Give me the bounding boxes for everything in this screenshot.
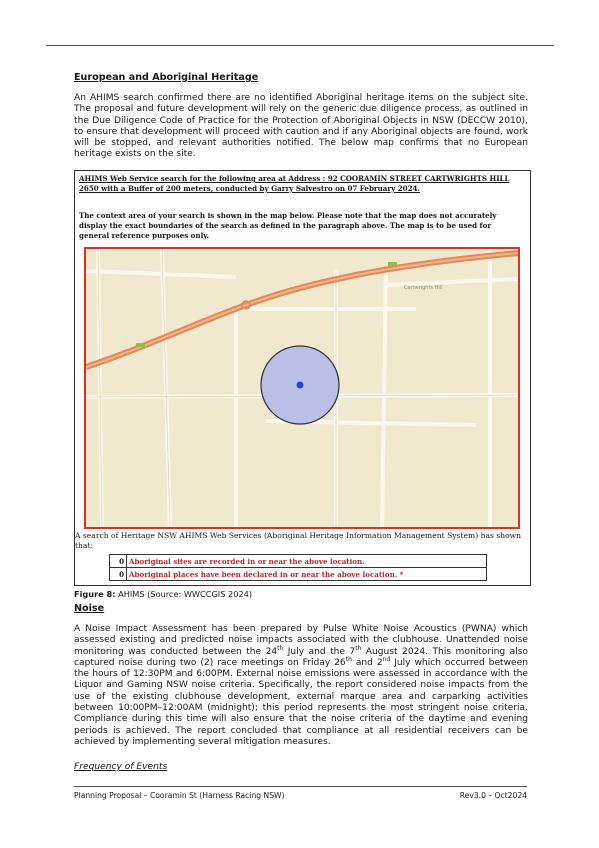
ahims-map xyxy=(84,247,520,529)
ordinal-suffix: nd xyxy=(382,655,391,663)
footer-title: Planning Proposal – Cooramin St (Harness Racing NSW) xyxy=(74,791,285,800)
ordinal-suffix: th xyxy=(355,644,362,652)
context-note: The context area of your search is shown in the map below. Please note that the map does not accurately display the exact boundaries of the search as defined in the paragraph above. The map is to be used for general reference purposes only. xyxy=(79,211,497,240)
result-intro: A search of Heritage NSW AHIMS Web Services (Aboriginal Heritage Information Management System) has shown that: xyxy=(75,531,522,550)
noise-text-5: July which occurred between the hours of 12:30PM and 6:00PM. External noise emissions were assessed in accordance with the Liquor and Gaming NSW noise criteria. Specifically, the report considered noise impacts from the use of the existing clubhouse development, external marque area and carparking activities between 10:00PM–12:00AM (midnight); this period represents the most stringent noise criteria. Compliance during this time will also ensure that the noise criteria of the daytime and evening periods is achieved. The report concluded that compliance at all residential receivers can be achieved by implementing several mitigation measures. xyxy=(74,657,528,747)
highway-marker-icon-2 xyxy=(388,262,397,266)
heritage-paragraph: An AHIMS search confirmed there are no identified Aboriginal heritage items on the subject site. The proposal and future development will rely on the generic due diligence process, as outlined in the Due Diligence Code of Practice for the Protection of Aboriginal Objects in NSW (DECCW 2010), to ensure that development will proceed with caution and if any Aboriginal objects are found, work will be stopped, and relevant authorities notified. The below map confirms that no European heritage exists on the site. xyxy=(74,93,528,160)
frequency-subheading: Frequency of Events xyxy=(74,762,168,772)
heritage-heading: European and Aboriginal Heritage xyxy=(74,72,259,83)
table-row xyxy=(85,555,487,568)
result-count: 0 xyxy=(110,555,127,568)
ahims-figure xyxy=(74,170,531,586)
table-row xyxy=(85,568,487,581)
noise-text-3: August 2024. This monitoring also captured noise during two (2) race meetings on Friday 26 xyxy=(74,646,528,668)
noise-text-4: and 2 xyxy=(351,657,383,668)
noise-text-2: July and the 7 xyxy=(283,646,356,657)
map-svg xyxy=(86,249,518,527)
noise-text-1: A Noise Impact Assessment has been prepared by Pulse White Noise Acoustics (PWNA) which assessed existing and predicted noise impacts associated with the clubhouse. Unattended noise monitoring was conducted between the 24 xyxy=(74,624,528,657)
result-text: Aboriginal sites are recorded in or near the above location. xyxy=(127,555,487,568)
footer-rule xyxy=(74,786,527,787)
site-location-dot xyxy=(297,382,304,389)
noise-heading: Noise xyxy=(74,603,105,614)
caption-label: Figure 8: xyxy=(74,589,116,599)
noise-paragraph xyxy=(74,624,528,748)
ordinal-suffix: th xyxy=(345,655,352,663)
footer-revision: Rev3.0 – Oct2024 xyxy=(459,791,527,800)
figure-caption xyxy=(74,589,252,599)
search-header: AHIMS Web Service search for the following area at Address : 92 COORAMIN STREET CARTWRIGHTS HILL 2650 with a Buffer of 200 meters, conducted by Garry Salvestro on 07 February 2024. xyxy=(79,174,510,193)
highway-marker-icon xyxy=(136,343,145,347)
result-text: Aboriginal places have been declared in or near the above location. * xyxy=(127,568,487,581)
caption-text: AHIMS (Source: WWCCGIS 2024) xyxy=(118,589,253,599)
result-count: 0 xyxy=(110,568,127,581)
map-label-suburb: Cartwrights Hill xyxy=(404,285,443,291)
results-table xyxy=(85,554,487,581)
header-rule xyxy=(46,45,554,46)
ordinal-suffix: th xyxy=(277,644,284,652)
